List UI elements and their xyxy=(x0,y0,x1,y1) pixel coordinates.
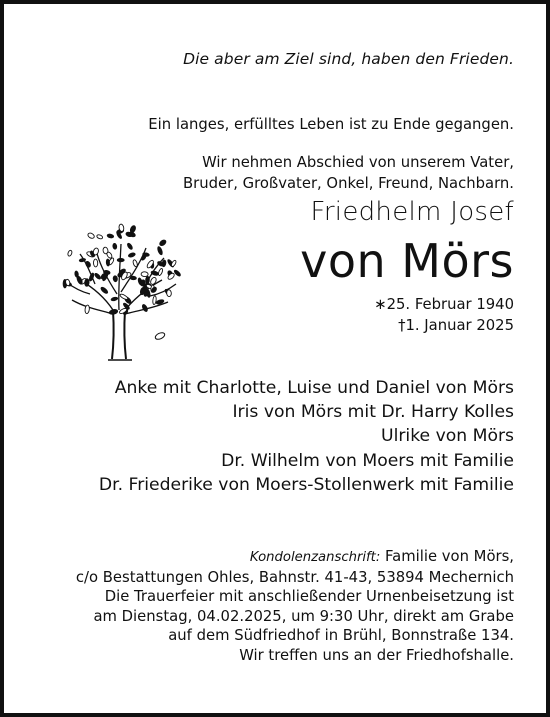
motto-verse: Die aber am Ziel sind, haben den Frieden. xyxy=(183,50,514,68)
birth-date-line xyxy=(374,294,514,315)
leaf-icon xyxy=(119,293,128,300)
mourner-line: Dr. Friederike von Moers-Stollenwerk mit Familie xyxy=(98,474,514,495)
leaf-icon xyxy=(158,268,164,276)
mourners-list xyxy=(99,376,514,497)
leaf-icon xyxy=(94,272,102,280)
death-symbol: † xyxy=(398,317,406,334)
leaf-icon xyxy=(96,234,103,240)
birth-date: 25. Februar 1940 xyxy=(386,296,514,313)
condolence-address: c/o Bestattungen Ohles, Bahnstr. 41-43, 53894 Mechernich xyxy=(75,568,514,586)
condolence-label: Kondolenzanschrift: xyxy=(249,550,381,565)
leaf-icon xyxy=(93,247,100,255)
leaf-icon xyxy=(166,290,171,297)
condolence-name: Familie von Mörs, xyxy=(385,548,514,565)
mourner-line: Dr. Wilhelm von Moers mit Familie xyxy=(221,450,514,471)
mourner-line: Ulrike von Mörs xyxy=(381,426,514,447)
leaf-icon xyxy=(113,275,118,282)
death-date: 1. Januar 2025 xyxy=(405,317,514,334)
falling-leaf-icon xyxy=(154,331,165,340)
leaf-icon xyxy=(132,259,138,267)
leaf-icon xyxy=(126,242,133,250)
farewell-line: Wir nehmen Abschied von unserem Vater, xyxy=(202,154,514,171)
farewell-text xyxy=(183,152,514,194)
ceremony-line: Die Trauerfeier mit anschließender Urnenbeisetzung ist xyxy=(104,588,514,605)
leaf-icon xyxy=(117,258,124,262)
notice-block xyxy=(76,547,514,665)
leaf-icon xyxy=(87,232,95,239)
leaf-icon xyxy=(111,297,119,302)
leaf-icon xyxy=(84,278,89,286)
tree-icon xyxy=(50,214,190,364)
deceased-last-name: von Mörs xyxy=(300,234,514,288)
leaf-icon xyxy=(141,272,148,277)
ceremony-line: auf dem Südfriedhof in Brühl, Bonnstraße 134. xyxy=(168,627,514,644)
farewell-line: Bruder, Großvater, Onkel, Freund, Nachbarn. xyxy=(183,175,514,192)
tree-leaves xyxy=(63,224,182,316)
ceremony-line: Wir treffen uns an der Friedhofshalle. xyxy=(239,646,514,664)
leaf-icon xyxy=(85,260,92,268)
leaf-icon xyxy=(141,304,148,313)
deceased-first-names: Friedhelm Josef xyxy=(310,197,514,227)
leaf-icon xyxy=(157,246,164,256)
condolence-line xyxy=(76,547,514,568)
mourner-line: Iris von Mörs mit Dr. Harry Kolles xyxy=(232,402,514,423)
leaf-icon xyxy=(162,260,167,268)
leaf-icon xyxy=(107,233,115,238)
leaf-icon xyxy=(158,239,167,247)
leaf-icon xyxy=(145,276,150,284)
birth-symbol: ∗ xyxy=(374,296,387,313)
leaf-icon xyxy=(130,276,137,280)
life-dates xyxy=(374,294,514,336)
leaf-icon xyxy=(106,251,113,259)
intro-text: Ein langes, erfülltes Leben ist zu Ende gegangen. xyxy=(148,116,514,133)
leaf-icon xyxy=(170,260,176,268)
leaf-icon xyxy=(109,309,119,316)
leaf-icon xyxy=(112,243,117,250)
leaf-icon xyxy=(106,259,110,266)
death-date-line xyxy=(374,315,514,336)
ceremony-line: am Dienstag, 04.02.2025, um 9:30 Uhr, direkt am Grabe xyxy=(93,607,514,625)
leaf-icon xyxy=(67,250,73,257)
leaf-icon xyxy=(100,286,109,295)
mourner-line: Anke mit Charlotte, Luise und Daniel von Mörs xyxy=(114,378,514,398)
leaf-icon xyxy=(150,270,159,276)
leaf-icon xyxy=(93,259,97,267)
leaf-icon xyxy=(128,252,136,258)
